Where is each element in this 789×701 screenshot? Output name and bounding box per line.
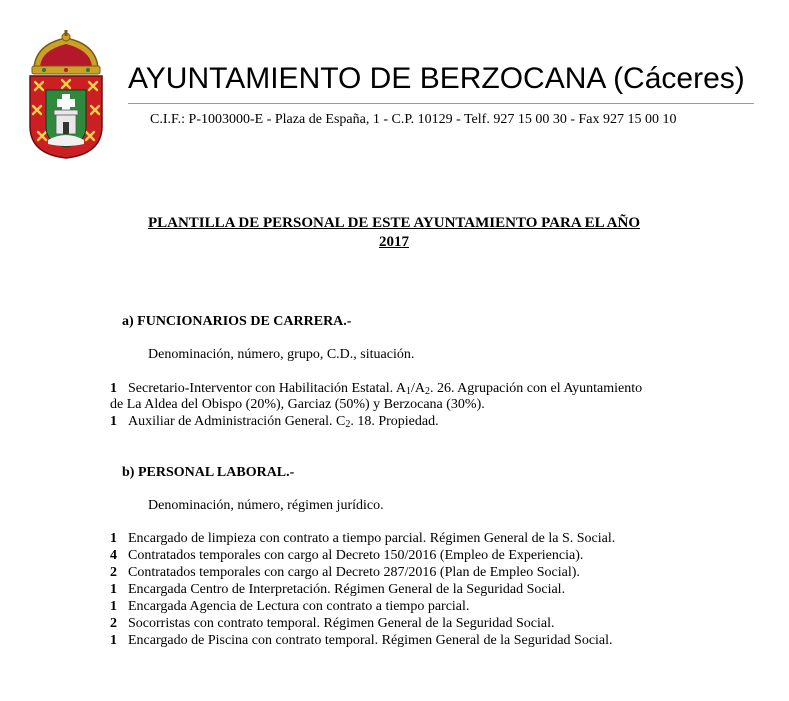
item-text: /A [410,381,425,396]
item-text: Contratados temporales con cargo al Decreto 150/2016 (Empleo de Experiencia). [128,548,584,563]
item-text: . 18. Propiedad. [350,414,439,429]
document-title-line-2: 2017 [379,234,409,250]
coat-of-arms-logo [24,30,108,160]
list-item [110,531,710,547]
list-item-continuation: de La Aldea del Obispo (20%), Garciaz (50%) y Berzocana (30%). [110,397,485,412]
item-number: 1 [110,582,117,597]
list-item [110,565,710,581]
item-number: 2 [110,565,117,580]
item-number: 2 [110,616,117,631]
list-item [110,548,710,564]
item-text: Encargada Centro de Interpretación. Régimen General de la Seguridad Social. [128,582,566,597]
item-subscript: 1 [405,386,411,397]
item-text: Auxiliar de Administración General. C [128,414,346,429]
item-number: 1 [110,531,117,546]
item-text: Secretario-Interventor con Habilitación Estatal. A [128,381,406,396]
section-a-note: Denominación, número, grupo, C.D., situación. [148,347,415,362]
list-item [110,582,710,598]
item-subscript: 2 [345,419,351,430]
section-b-heading: b) PERSONAL LABORAL.- [122,465,295,480]
item-text: Socorristas con contrato temporal. Régimen General de la Seguridad Social. [128,616,555,631]
list-item [110,381,710,397]
item-number: 1 [110,414,117,429]
item-number: 1 [110,633,117,648]
document-title [110,214,678,252]
item-text: Contratados temporales con cargo al Decreto 287/2016 (Plan de Empleo Social). [128,565,580,580]
organization-title: AYUNTAMIENTO DE BERZOCANA (Cáceres) [128,62,745,95]
item-text: Encargada Agencia de Lectura con contrato a tiempo parcial. [128,599,470,614]
list-item [110,633,710,649]
item-text: Encargado de limpieza con contrato a tiempo parcial. Régimen General de la S. Social. [128,531,616,546]
item-text: Encargado de Piscina con contrato temporal. Régimen General de la Seguridad Social. [128,633,613,648]
list-item [110,414,710,430]
section-a-heading: a) FUNCIONARIOS DE CARRERA.- [122,314,352,329]
item-number: 1 [110,381,117,396]
document-title-line-1: PLANTILLA DE PERSONAL DE ESTE AYUNTAMIENTO PARA EL AÑO [147,215,641,231]
section-b-note: Denominación, número, régimen jurídico. [148,498,384,513]
item-number: 4 [110,548,117,563]
contact-details: C.I.F.: P-1003000-E - Plaza de España, 1 - C.P. 10129 - Telf. 927 15 00 30 - Fax 927 15 00 10 [150,112,677,127]
list-item [110,599,710,615]
list-item [110,616,710,632]
header-divider [128,103,754,104]
item-number: 1 [110,599,117,614]
item-subscript: 2 [424,386,430,397]
item-text: . 26. Agrupación con el Ayuntamiento [429,381,643,396]
